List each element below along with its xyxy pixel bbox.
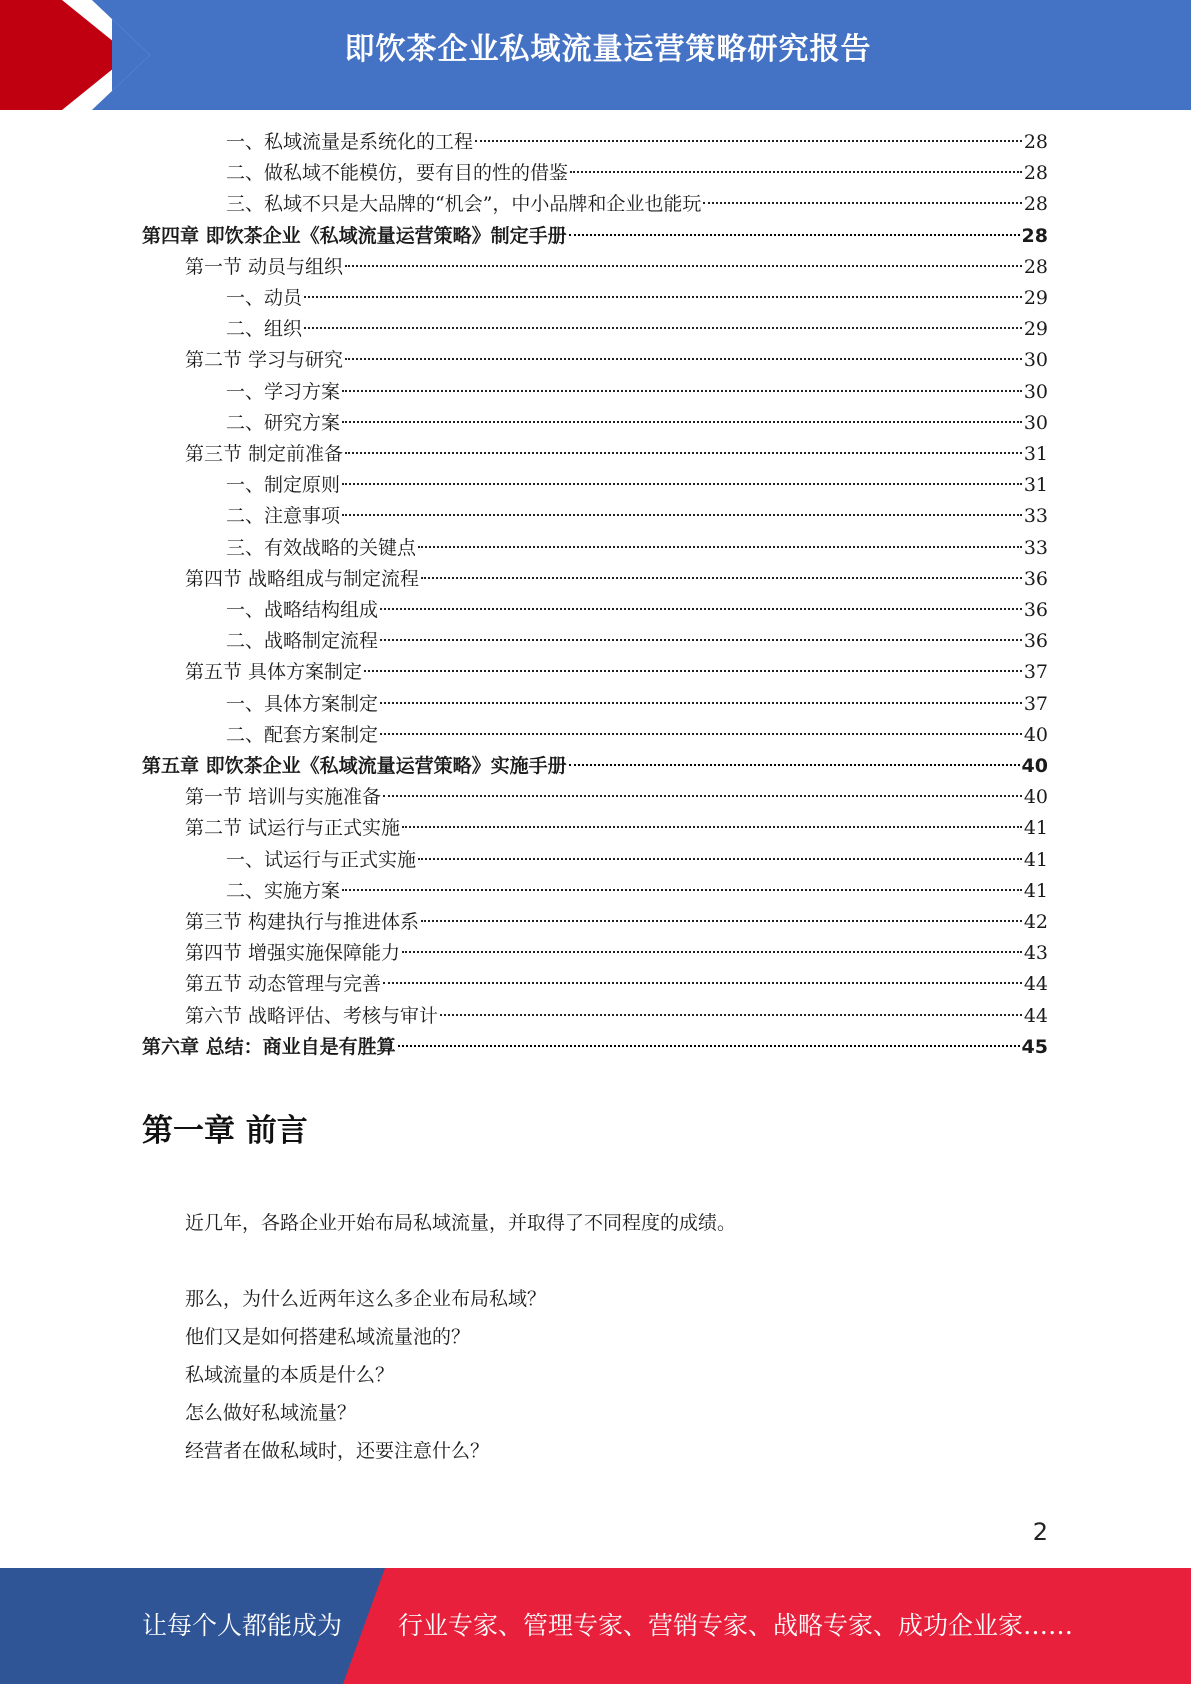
toc-entry[interactable] <box>226 501 1048 532</box>
toc-leader-dots <box>569 764 1020 766</box>
toc-entry[interactable] <box>226 377 1048 408</box>
toc-entry[interactable] <box>185 564 1048 595</box>
toc-leader-dots <box>380 702 1022 704</box>
question-line: 怎么做好私域流量？ <box>185 1402 357 1424</box>
toc-entry-page: 30 <box>1023 381 1048 403</box>
footer-banner <box>0 1568 1191 1684</box>
toc-leader-dots <box>345 358 1022 360</box>
toc-leader-dots <box>342 421 1022 423</box>
toc-entry-label: 一、动员 <box>226 287 303 309</box>
toc-leader-dots <box>342 514 1022 516</box>
toc-entry[interactable] <box>226 626 1048 657</box>
toc-leader-dots <box>703 202 1021 204</box>
toc-entry-page: 36 <box>1023 568 1048 590</box>
toc-entry[interactable] <box>226 595 1048 626</box>
toc-entry-label: 二、注意事项 <box>226 505 341 527</box>
toc-entry-label: 第二节 学习与研究 <box>185 349 344 371</box>
toc-entry-label: 一、私域流量是系统化的工程 <box>226 131 474 153</box>
toc-entry-label: 一、学习方案 <box>226 381 341 403</box>
toc-entry-page: 42 <box>1023 911 1048 933</box>
toc-entry-label: 一、试运行与正式实施 <box>226 849 417 871</box>
toc-entry-label: 二、组织 <box>226 318 303 340</box>
toc-entry[interactable] <box>142 751 1048 782</box>
toc-entry-label: 一、制定原则 <box>226 474 341 496</box>
toc-leader-dots <box>304 296 1022 298</box>
toc-leader-dots <box>383 795 1022 797</box>
toc-entry[interactable] <box>226 876 1048 907</box>
question-line: 他们又是如何搭建私域流量池的？ <box>185 1326 471 1348</box>
toc-leader-dots <box>380 608 1022 610</box>
toc-entry-page: 40 <box>1021 755 1048 777</box>
toc-leader-dots <box>398 1045 1020 1047</box>
toc-leader-dots <box>380 639 1022 641</box>
toc-entry[interactable] <box>142 1032 1048 1063</box>
toc-leader-dots <box>475 140 1022 142</box>
toc-entry[interactable] <box>226 127 1048 158</box>
toc-leader-dots <box>345 452 1022 454</box>
toc-leader-dots <box>418 858 1022 860</box>
toc-leader-dots <box>342 390 1022 392</box>
toc-entry[interactable] <box>185 782 1048 813</box>
question-line: 那么，为什么近两年这么多企业布局私域？ <box>185 1288 547 1310</box>
toc-entry-page: 28 <box>1023 131 1048 153</box>
toc-entry-page: 31 <box>1023 474 1048 496</box>
toc-entry-page: 36 <box>1023 630 1048 652</box>
toc-entry-label: 二、做私域不能模仿，要有目的性的借鉴 <box>226 162 569 184</box>
toc-leader-dots <box>383 982 1022 984</box>
toc-leader-dots <box>418 546 1022 548</box>
toc-entry[interactable] <box>185 969 1048 1000</box>
toc-entry-page: 28 <box>1023 256 1048 278</box>
toc-entry[interactable] <box>185 657 1048 688</box>
toc-entry[interactable] <box>226 189 1048 220</box>
intro-paragraph: 近几年，各路企业开始布局私域流量，并取得了不同程度的成绩。 <box>185 1212 737 1234</box>
toc-leader-dots <box>342 889 1022 891</box>
toc-entry[interactable] <box>226 720 1048 751</box>
toc-entry[interactable] <box>226 533 1048 564</box>
footer-slogan-right: 行业专家、管理专家、营销专家、战略专家、成功企业家…… <box>398 1611 1074 1640</box>
toc-entry[interactable] <box>226 689 1048 720</box>
toc-leader-dots <box>421 920 1022 922</box>
toc-entry-page: 44 <box>1023 1005 1048 1027</box>
toc-entry[interactable] <box>185 1001 1048 1032</box>
toc-entry[interactable] <box>226 470 1048 501</box>
toc-leader-dots <box>364 670 1022 672</box>
toc-leader-dots <box>380 733 1022 735</box>
toc-entry-page: 43 <box>1023 942 1048 964</box>
toc-entry-label: 第六章 总结：商业自是有胜算 <box>142 1036 396 1058</box>
toc-entry-page: 37 <box>1023 661 1048 683</box>
toc-leader-dots <box>342 483 1022 485</box>
toc-entry-page: 30 <box>1023 349 1048 371</box>
toc-entry-label: 二、战略制定流程 <box>226 630 379 652</box>
question-line: 私域流量的本质是什么？ <box>185 1364 395 1386</box>
toc-leader-dots <box>569 234 1020 236</box>
toc-entry[interactable] <box>226 283 1048 314</box>
toc-entry-label: 第三节 构建执行与推进体系 <box>185 911 420 933</box>
toc-entry-label: 第六节 战略评估、考核与审计 <box>185 1005 439 1027</box>
toc-entry-label: 一、战略结构组成 <box>226 599 379 621</box>
report-title: 即饮茶企业私域流量运营策略研究报告 <box>344 32 872 67</box>
toc-leader-dots <box>304 327 1022 329</box>
toc-entry-page: 41 <box>1023 849 1048 871</box>
toc-leader-dots <box>402 826 1022 828</box>
toc-entry-page: 40 <box>1023 724 1048 746</box>
toc-entry-label: 第四章 即饮茶企业《私域流量运营策略》制定手册 <box>142 225 567 247</box>
toc-entry-label: 二、配套方案制定 <box>226 724 379 746</box>
toc-entry-page: 41 <box>1023 817 1048 839</box>
footer-slogan-left: 让每个人都能成为 <box>142 1611 343 1640</box>
toc-entry-page: 29 <box>1023 318 1048 340</box>
toc-entry[interactable] <box>185 938 1048 969</box>
toc-entry[interactable] <box>185 813 1048 844</box>
page-number: 2 <box>1032 1518 1048 1546</box>
toc-entry-page: 44 <box>1023 973 1048 995</box>
toc-entry-page: 28 <box>1023 162 1048 184</box>
toc-entry-label: 第五节 动态管理与完善 <box>185 973 382 995</box>
chapter-title: 第一章 前言 <box>142 1113 308 1149</box>
toc-entry[interactable] <box>226 408 1048 439</box>
toc-entry-label: 第一节 培训与实施准备 <box>185 786 382 808</box>
toc-entry-label: 一、具体方案制定 <box>226 693 379 715</box>
toc-leader-dots <box>345 265 1022 267</box>
toc-entry[interactable] <box>185 252 1048 283</box>
header-banner <box>0 0 1191 110</box>
toc-entry-page: 33 <box>1023 537 1048 559</box>
toc-entry-page: 30 <box>1023 412 1048 434</box>
toc-leader-dots <box>440 1014 1022 1016</box>
toc-entry-page: 28 <box>1021 225 1048 247</box>
toc-leader-dots <box>421 577 1022 579</box>
toc-entry-label: 第五章 即饮茶企业《私域流量运营策略》实施手册 <box>142 755 567 777</box>
toc-entry[interactable] <box>185 439 1048 470</box>
toc-entry-label: 三、私域不只是大品牌的“机会”，中小品牌和企业也能玩 <box>226 193 702 215</box>
toc-entry[interactable] <box>226 158 1048 189</box>
toc-entry-page: 33 <box>1023 505 1048 527</box>
toc-entry-label: 第一节 动员与组织 <box>185 256 344 278</box>
toc-entry-label: 第五节 具体方案制定 <box>185 661 363 683</box>
toc-entry-label: 三、有效战略的关键点 <box>226 537 417 559</box>
toc-entry[interactable] <box>185 345 1048 376</box>
toc-entry[interactable] <box>226 314 1048 345</box>
question-line: 经营者在做私域时，还要注意什么？ <box>185 1440 490 1462</box>
toc-entry-page: 31 <box>1023 443 1048 465</box>
toc-entry[interactable] <box>226 845 1048 876</box>
toc-entry-page: 29 <box>1023 287 1048 309</box>
toc-entry-page: 36 <box>1023 599 1048 621</box>
toc-entry-page: 40 <box>1023 786 1048 808</box>
toc-entry-page: 45 <box>1021 1036 1048 1058</box>
toc-entry-label: 第四节 战略组成与制定流程 <box>185 568 420 590</box>
toc-entry-label: 第三节 制定前准备 <box>185 443 344 465</box>
toc-entry-page: 28 <box>1023 193 1048 215</box>
toc-entry[interactable] <box>185 907 1048 938</box>
toc-entry-label: 二、研究方案 <box>226 412 341 434</box>
toc-entry-label: 第二节 试运行与正式实施 <box>185 817 401 839</box>
toc-leader-dots <box>402 951 1022 953</box>
toc-entry-page: 37 <box>1023 693 1048 715</box>
toc-entry-label: 二、实施方案 <box>226 880 341 902</box>
toc-entry-label: 第四节 增强实施保障能力 <box>185 942 401 964</box>
toc-entry-page: 41 <box>1023 880 1048 902</box>
toc-entry[interactable] <box>142 221 1048 252</box>
toc-leader-dots <box>570 171 1022 173</box>
